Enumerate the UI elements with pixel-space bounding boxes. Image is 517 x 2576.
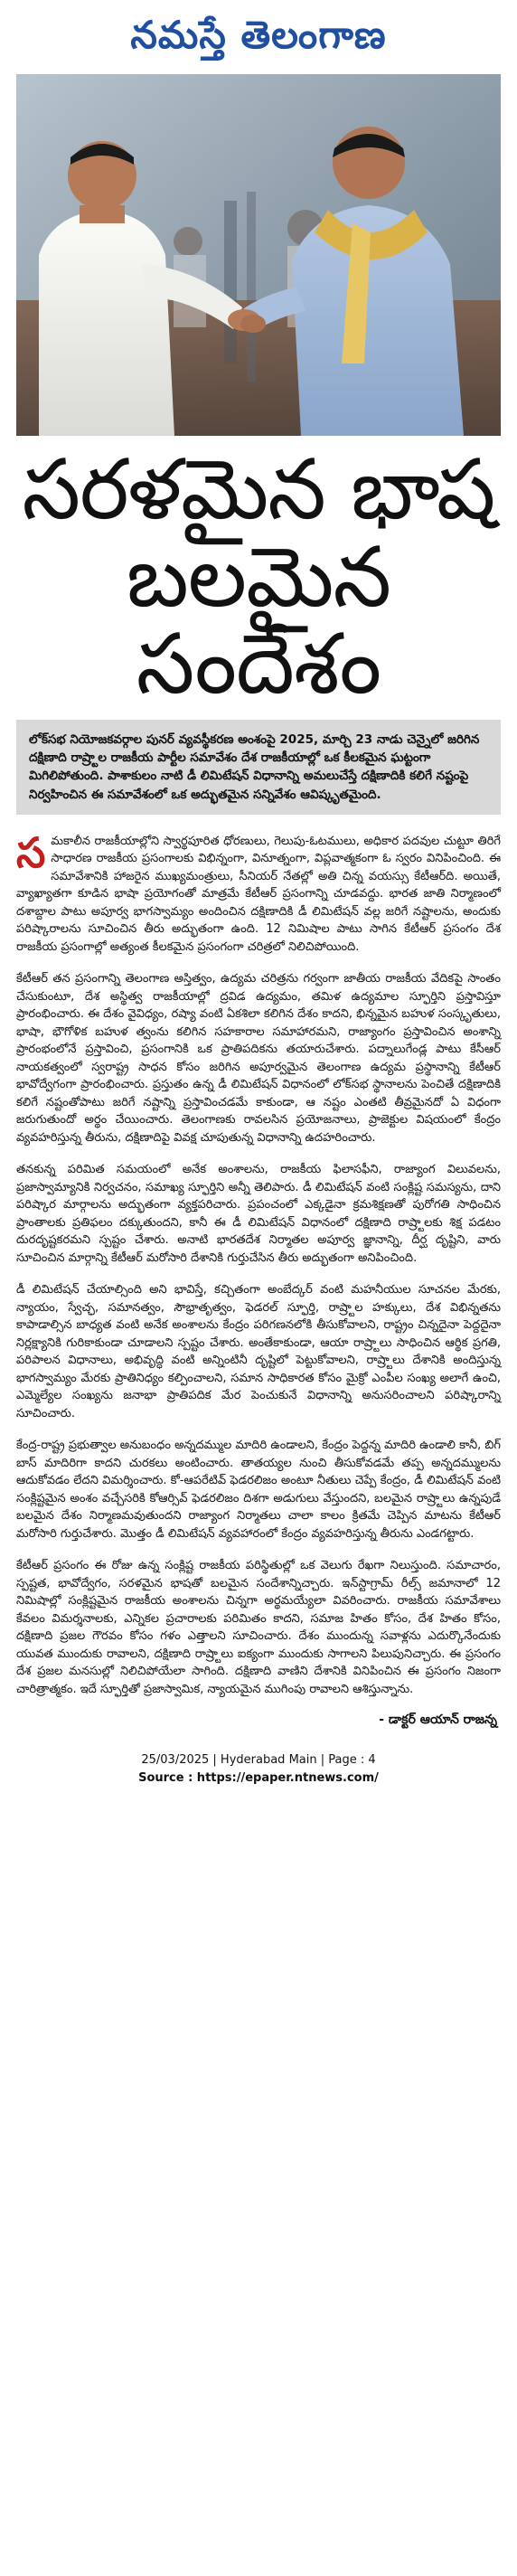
intro-summary: లోక్‌సభ నియోజకవర్గాల పునర్‌ వ్యవస్థీకరణ అంశంపై 2025, మార్చి 23 నాడు చెన్నైలో జరిగిన దక్షిణాది రాష్ర్టాల రాజకీయ పార్టీల సమావేశం దేశ రాజకీయాల్లో ఒక కీలకమైన ఘట్టంగా మిగిలిపోతుంది. పాశాకులం నాటి డీ లిమిటేషన్‌ విధానాన్ని అమలుచేస్తే దక్షిణాదికి కలిగే నష్టంపై నిర్వహించిన ఈ సమావేశంలో ఒక అద్భుతమైన సన్నివేశం ఆవిష్కృతమైంది. — [16, 720, 501, 815]
article-paragraph-5: కేంద్ర-రాష్ట్ర ప్రభుత్వాల అనుబంధం అన్నదమ్ముల మాదిరి ఉండాలని, కేంద్రం పెద్దన్న మాదిరి ఉండాలి కానీ, బిగ్‌ బాస్‌ మాదిరిగా కాదని చురకలు అంటించారు. తాతయ్యల నుంచి తీసుకోవడమే తప్ప అన్నదమ్ములను ఆదుకోవడం లేదని విమర్శించారు. కో-ఆపరేటివ్‌ ఫెడరలిజం అంటూ నీతులు చెప్పే కేంద్రం, డీ లిమిటేషన్‌ వంటి సంక్లిష్టమైన అంశం వచ్చేసరికి కోఆర్సివ్‌ ఫెడరలిజం దిశగా అడుగులు వేస్తుందని, బలమైన రాష్ర్టాలు ఉన్నపుడే బలమైన దేశం నిర్మాణమవుతుందని రాజ్యాంగ నిర్మాతలు చాలా కాలం క్రితమే చెప్పిన మాటను కేటీఆర్‌ మరోసారి గుర్తుచేశారు. మొత్తం డీ లిమిటేషన్‌ వ్యవహారంలో కేంద్రం వ్యవహరిస్తున్న తీరును ఎండగట్టారు. — [16, 1439, 501, 1541]
article-paragraph-3: తనకున్న పరిమిత సమయంలో అనేక అంశాలను, రాజకీయ ఫిలాసఫీని, రాజ్యాంగ విలువలను, ప్రజాస్వామ్యానికి నిర్వచనం, సమాఖ్య స్ఫూర్తిని అన్నీ తెలిపారు. డీ లిమిటేషన్‌ వంటి సంక్లిష్ట సమస్యను, దాని పరిష్కార మార్గాలను అద్భుతంగా వ్యక్తపరిచారు. ప్రపంచంలో ఎక్కడైనా క్రమశిక్షణతో పురోగతి సాధించిన ప్రాంతాలకు ప్రతిఫలం దక్కుతుందని, కానీ ఈ డీ లిమిటేషన్‌ విధానంలో దక్షిణాది రాష్ర్టాలకు శిక్ష పడటం దురదృష్టకరమని స్పష్టం చేశారు. అనాటి భారతదేశ నిర్మాతల అపూర్వ జ్ఞానాన్ని, దీర్ఘ దృష్టిని, వారు సూచించిన మార్గాన్ని కేటీఆర్‌ మరోసారి దేశానికి గుర్తుచేసిన తీరు అద్భుతంగా అనిపించింది. — [16, 1163, 501, 1265]
footer-date-edition: 25/03/2025 | Hyderabad Main | Page : 4 — [141, 1753, 376, 1768]
paragraph-text: మకాలీన రాజకీయాల్లోని స్వార్థపూరిత ధోరణులు, గెలుపు-ఓటములు, అధికార పదవుల చుట్టూ తిరిగే సాధారణ రాజకీయ ప్రసంగాలకు విభిన్నంగా, వినూత్నంగా, విప్లవాత్మకంగా ఓ స్వరం వినిపించింది. ఈ సమావేశానికి హాజరైన ముఖ్యమంత్రులు, సీనియర్‌ నేతల్లో అతి చిన్న వయస్సు కేటీఆర్‌ది. అయితే, వ్యాఖ్యాతగా కూడిన భాషా ప్రయోగంతో మాత్రమే కేటీఆర్‌ ప్రసంగాన్ని చూడవద్దు. భారత జాతి నిర్మాణంలో దశాబ్దాల పాటు అపూర్వ భాగస్వామ్యం అందించిన దక్షిణాదికి డీ లిమిటేషన్‌ వల్ల జరిగే నష్టాలను, అందుకు పరిష్కారాలను సూచించిన తీరు అద్భుతంగా ఉంది. 12 నిమిషాల పాటు సాగిన కేటీఆర్‌ ప్రసంగం దేశ రాజకీయ ప్రసంగాల్లో అత్యంత కీలకమైన ప్రసంగంగా చరిత్రలో నిలిచిపోయింది. — [16, 834, 501, 954]
drop-cap: స — [16, 827, 46, 877]
masthead-logo: నమస్తే తెలంగాణ — [130, 13, 387, 57]
hero-photo — [16, 74, 501, 436]
headline-line-1: సరళమైన భాష — [22, 441, 495, 538]
footer-source: Source : https://epaper.ntnews.com/ — [138, 1770, 379, 1785]
author-signature: - డాక్టర్‌ ఆయాన్‌ రాజన్న — [379, 1713, 497, 1728]
footer — [16, 1751, 501, 1787]
article-paragraph-2: కేటీఆర్‌ తన ప్రసంగాన్ని తెలంగాణ అస్తిత్వం, ఉద్యమ చరిత్రను గర్వంగా జాతీయ రాజకీయ వేదికపై సాంతం చేసుకుంటూ, దేశ అస్థిత్వ రాజకీయాల్లో ద్రవిడ ఉద్యమం, తమిళ ఉద్యమాల స్ఫూర్తిని ప్రస్తావిస్తూ ప్రారంభించారు. ఈ దేశం వైవిధ్యం, రష్యా వంటి ఏకశిలా కలిగిన దేశం కాదని, భిన్నమైన బహుళ సంస్కృతులు, భాషా, భౌగోళిక బహుళ త్వంను కలిగిన సహకారాల సమాహారమని, రాజ్యాంగం ప్రస్తావించిన అంశాన్ని ప్రారంభంలోనే ప్రస్తావించి, ప్రసంగానికి ఒక ప్రాతిపదికను తయారుచేశారు. పద్నాలుగేండ్ల పాటు కేసీఆర్‌ నాయకత్వంలో స్వరాష్ట్ర సాధన కోసం జరిగిన అపూర్వమైన తెలంగాణ ఉద్యమ ప్రస్థానాన్ని కేటీఆర్‌ భావోద్వేగంగా ప్రారంభించారు. ప్రస్తుతం ఉన్న డీ లిమిటేషన్‌ విధానంలో లోక్‌సభ స్థానాలను పెంచితే దక్షిణాదికి కలిగే నష్టంతోపాటు జరిగే నష్టాన్ని ప్రస్తావించడమే కాకుండా, ఆ నష్టం ఎంతటి తీవ్రమైనదో ఏ విధంగా జరుగుతుందో అర్థం చేయించారు. తెలంగాణకు రావలసిన ప్రయోజనాలు, ప్రాజెక్టుల విషయంలో కేంద్రం వ్యవహరిస్తున్న తీరును, దక్షిణాదిపై వివక్ష చూపుతున్న విధానాన్ని ఉదహరించారు. — [16, 972, 501, 1145]
headline-line-2: బలమైన సందేశం — [126, 528, 391, 713]
article-paragraph-1 — [16, 827, 501, 957]
hero-photo-image — [16, 74, 501, 436]
article-paragraph-6: కేటీఆర్‌ ప్రసంగం ఈ రోజు ఉన్న సంక్లిష్ట రాజకీయ పరిస్థితుల్లో ఒక వెలుగు రేఖగా నిలుస్తుంది. సమాచారం, స్పష్టత, భావోద్వేగం, సరళమైన భాషతో బలమైన సందేశాన్నిచ్చారు. ఇన్‌స్టాగ్రామ్‌ రీల్స్‌ జమానాలో 12 నిమిషాల్లో సంక్లిష్టమైన రాజకీయ అంశాలను చిన్నగా అర్థమయ్యేలా వివరించారు. రాజకీయ సమావేశాలు కేవలం విమర్శనాలకు, ఎన్నికల ప్రచారాలకు పరిమితం కాదని, సమాజ హితం కోసం, దేశ హితం కోసం, దక్షిణాది ప్రజల గౌరవం కోసం గళం ఎత్తాలని సూచించారు. దేశం ముందున్న సవాళ్లను ఎదుర్కొనేందుకు యువత ముందుకు రావాలని, దక్షిణాది రాష్ర్టాలు ఐక్యంగా ముందుకు సాగాలని పిలుపునిచ్చారు. ఈ ప్రసంగం దేశ ప్రజల మనసుల్లో నిలిచిపోయేలా సాగింది. దక్షిణాది వాణిని దేశానికి వినిపించిన ఈ ప్రసంగం నిజంగా చారిత్రాత్మకం. ఇదే స్ఫూర్తితో ప్రజాస్వామిక, న్యాయమైన ముగింపు రావాలని ఆశిస్తున్నాను. — [16, 1559, 501, 1696]
headline — [16, 441, 501, 713]
article-paragraph-4: డీ లిమిటేషన్‌ చేయాల్సింది అని భావిస్తే, కచ్చితంగా అంబేద్కర్‌ వంటి మహనీయుల సూచనల మేరకు, న్యాయం, స్వేచ్ఛ, సమానత్వం, సౌభ్రాతృత్వం, ఫెడరల్‌ స్ఫూర్తి, రాష్ర్టాల హక్కులు, దేశ విభిన్నతను కాపాడాల్సిన బాధ్యత వంటి అనేక అంశాలను కేంద్రం పరిగణనలోకి తీసుకోవాలని, రాష్ట్రం చిన్నదైనా పెద్దదైనా నిర్లక్ష్యానికి గురికాకుండా చూడాలని స్పష్టం చేశారు. అంతేకాకుండా, ఆయా రాష్ర్టాలు సాధించిన ఆర్థిక ప్రగతి, పరిపాలన విధానాలు, అభివృద్ధి వంటి అన్నింటినీ దృష్టిలో పెట్టుకోవాలని, రాష్ర్టాలు దేశానికి అందిస్తున్న భాగస్వామ్యం మేరకు ప్రాతినిధ్యం కల్పించాలని, సమాన సాధికారత కోసం మైక్రో ఎంపీల సంఖ్య అలాగే ఉంచి, ఎమ్మెల్యేల సంఖ్యను జనాభా ప్రాతిపదిక మేర పెంచుకునే విధానాన్ని అనుసరించాలని పరిష్కారాన్ని సూచించారు. — [16, 1283, 501, 1420]
masthead — [16, 0, 501, 71]
